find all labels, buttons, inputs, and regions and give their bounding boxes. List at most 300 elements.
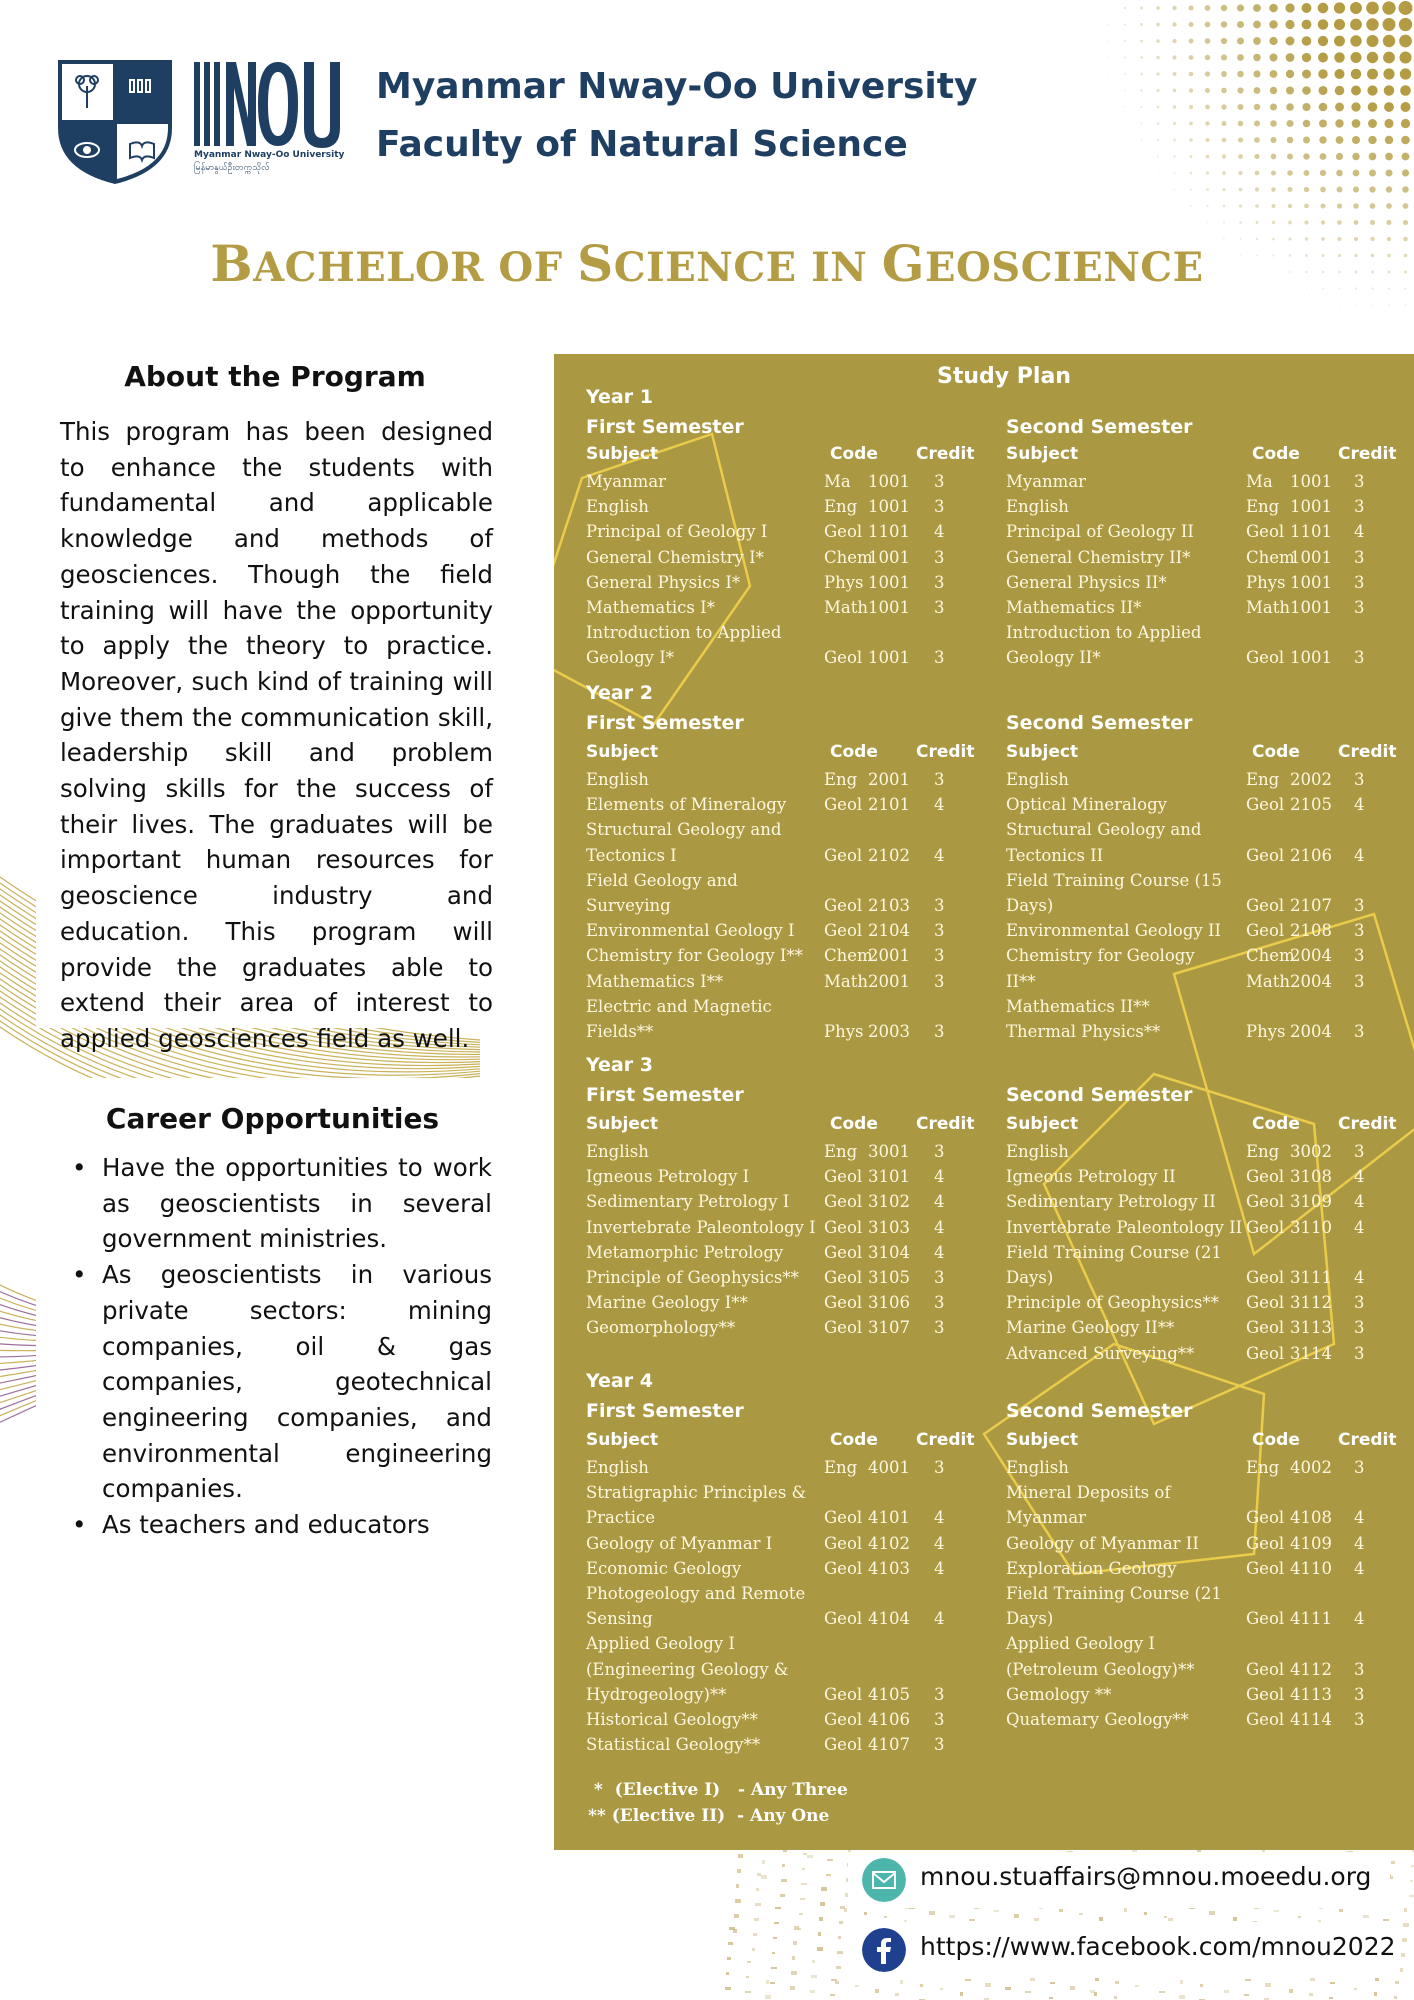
course-number: 4002	[1290, 1458, 1332, 1477]
course-credit: 3	[934, 1142, 945, 1161]
course-number: 1101	[868, 522, 910, 542]
course-number: 2101	[868, 795, 910, 815]
course-dept: Eng	[1246, 770, 1280, 789]
course-name: Applied Geology I	[1006, 1634, 1155, 1654]
course-dept: Phys	[824, 1022, 864, 1041]
course-number: 2105	[1290, 795, 1332, 815]
course-credit: 4	[934, 1508, 945, 1528]
course-number: 4107	[868, 1735, 910, 1755]
course-credit: 4	[934, 1533, 945, 1553]
course-dept: Geol	[824, 1735, 863, 1755]
course-dept: Geol	[824, 1293, 863, 1313]
course-dept: Geol	[1246, 1659, 1285, 1679]
course-name: Days)	[1006, 1268, 1054, 1287]
course-number: 4113	[1290, 1684, 1332, 1704]
course-dept: Eng	[824, 1142, 858, 1161]
course-dept: Geol	[824, 648, 863, 668]
course-credit: 4	[1354, 1167, 1365, 1187]
column-header-credit: Credit	[916, 1430, 975, 1450]
course-credit: 3	[934, 572, 945, 592]
course-name: Marine Geology II**	[1006, 1318, 1175, 1338]
course-dept: Math	[824, 971, 868, 991]
course-credit: 3	[1354, 1142, 1365, 1161]
semester-heading: First Semester	[586, 1084, 744, 1106]
course-credit: 3	[934, 1293, 945, 1313]
course-number: 2004	[1290, 946, 1332, 966]
course-number: 1001	[1290, 598, 1332, 617]
elective-note: * (Elective I) - Any Three	[588, 1780, 848, 1800]
course-name: Mathematics I**	[586, 971, 724, 991]
course-name: Advanced Surveying**	[1006, 1343, 1195, 1363]
course-name: (Engineering Geology &	[586, 1659, 789, 1679]
course-name: Days)	[1006, 896, 1054, 915]
column-header-code: Code	[1252, 1114, 1300, 1134]
column-header-subject: Subject	[586, 1430, 659, 1450]
course-credit: 4	[1354, 1192, 1365, 1212]
course-name: Field Training Course (15	[1006, 870, 1222, 890]
course-credit: 3	[934, 1458, 945, 1477]
course-number: 4102	[868, 1533, 910, 1553]
course-name: English	[1006, 497, 1069, 517]
course-dept: Geol	[824, 1684, 863, 1704]
column-header-credit: Credit	[1338, 444, 1397, 464]
course-dept: Geol	[824, 921, 863, 941]
course-number: 3105	[868, 1268, 910, 1287]
course-dept: Phys	[824, 572, 864, 592]
course-name: Introduction to Applied	[1006, 623, 1202, 643]
column-header-subject: Subject	[1006, 742, 1079, 762]
course-dept: Geol	[1246, 648, 1285, 668]
mnou-wordmark-logo	[192, 58, 347, 178]
column-header-code: Code	[830, 1430, 878, 1450]
column-header-code: Code	[1252, 444, 1300, 464]
column-header-credit: Credit	[916, 444, 975, 464]
logo-caption: Myanmar Nway-Oo University	[194, 150, 345, 160]
course-credit: 4	[1354, 522, 1365, 542]
column-header-code: Code	[830, 444, 878, 464]
course-number: 2108	[1290, 921, 1332, 941]
course-credit: 3	[1354, 946, 1365, 966]
column-header-code: Code	[1252, 742, 1300, 762]
course-dept: Geol	[1246, 1343, 1285, 1363]
course-dept: Geol	[1246, 921, 1285, 941]
course-number: 4001	[868, 1458, 910, 1477]
course-credit: 3	[1354, 1458, 1365, 1477]
year-heading: Year 1	[586, 386, 653, 408]
course-name: Tectonics II	[1006, 845, 1104, 865]
course-dept: Geol	[1246, 1217, 1285, 1237]
course-name: Exploration Geology	[1006, 1558, 1177, 1578]
career-item: • As teachers and educators	[60, 1507, 492, 1543]
course-number: 3114	[1290, 1343, 1332, 1363]
title-initial-g: G	[881, 234, 925, 293]
course-credit: 3	[934, 1022, 945, 1041]
course-name: II**	[1006, 971, 1036, 991]
course-credit: 3	[934, 770, 945, 789]
facebook-contact[interactable]	[848, 1922, 1396, 1978]
course-dept: Geol	[824, 1318, 863, 1338]
course-number: 2106	[1290, 845, 1332, 865]
course-dept: Geol	[824, 1167, 863, 1187]
course-name: Environmental Geology I	[586, 921, 795, 941]
course-dept: Phys	[1246, 572, 1286, 592]
course-dept: Geol	[1246, 1609, 1285, 1629]
course-name: Sedimentary Petrology II	[1006, 1192, 1216, 1212]
course-name: Metamorphic Petrology	[586, 1242, 784, 1262]
course-name: Tectonics I	[586, 845, 677, 865]
course-name: Geomorphology**	[586, 1318, 736, 1338]
course-dept: Chem	[1246, 946, 1295, 966]
course-name: Practice	[586, 1508, 655, 1528]
course-number: 1001	[1290, 547, 1332, 567]
course-dept: Ma	[1246, 472, 1273, 491]
course-number: 2104	[868, 921, 910, 941]
course-number: 4103	[868, 1558, 910, 1578]
course-credit: 4	[1354, 1217, 1365, 1237]
course-number: 2001	[868, 946, 910, 966]
column-header-credit: Credit	[1338, 1114, 1397, 1134]
course-name: Field Training Course (21	[1006, 1584, 1222, 1603]
semester-heading: Second Semester	[1006, 1084, 1193, 1106]
course-name: (Petroleum Geology)**	[1006, 1659, 1195, 1679]
course-name: Introduction to Applied	[586, 623, 782, 643]
course-dept: Math	[1246, 598, 1290, 617]
course-name: General Chemistry I*	[586, 547, 764, 567]
course-number: 4114	[1290, 1710, 1332, 1729]
course-name: Mineral Deposits of	[1006, 1483, 1171, 1503]
course-number: 1001	[1290, 572, 1332, 592]
course-number: 3111	[1290, 1268, 1332, 1287]
course-credit: 3	[934, 547, 945, 567]
course-name: English	[1006, 1458, 1069, 1477]
facebook-url[interactable]: https://www.facebook.com/mnou2022	[920, 1932, 1396, 1961]
course-number: 4108	[1290, 1508, 1332, 1528]
course-name: Quatemary Geology**	[1006, 1710, 1189, 1729]
email-icon	[862, 1858, 906, 1902]
course-number: 4106	[868, 1710, 910, 1729]
course-number: 2102	[868, 845, 910, 865]
course-name: Mathematics II*	[1006, 598, 1142, 617]
course-credit: 3	[934, 1268, 945, 1287]
course-credit: 3	[1354, 648, 1365, 668]
course-number: 3101	[868, 1167, 910, 1187]
year-heading: Year 2	[586, 682, 653, 704]
course-name: English	[586, 1142, 649, 1161]
course-number: 1001	[868, 497, 910, 517]
course-name: Surveying	[586, 896, 671, 915]
column-header-subject: Subject	[586, 444, 659, 464]
course-credit: 3	[1354, 1293, 1365, 1313]
course-name: Environmental Geology II	[1006, 921, 1221, 941]
course-number: 2002	[1290, 770, 1332, 789]
course-dept: Geol	[824, 845, 863, 865]
course-dept: Eng	[1246, 497, 1280, 517]
course-name: Structural Geology and	[1006, 820, 1202, 840]
facebook-icon	[862, 1928, 906, 1972]
course-number: 1001	[1290, 472, 1332, 491]
course-name: Igneous Petrology II	[1006, 1167, 1176, 1187]
university-header	[376, 58, 977, 174]
email-contact[interactable]	[848, 1852, 1390, 1908]
course-name: Structural Geology and	[586, 820, 782, 840]
course-name: General Physics II*	[1006, 572, 1167, 592]
course-dept: Geol	[1246, 1508, 1285, 1528]
course-dept: Geol	[1246, 1318, 1285, 1338]
course-number: 4105	[868, 1684, 910, 1704]
course-name: Historical Geology**	[586, 1710, 758, 1729]
course-dept: Geol	[1246, 1268, 1285, 1287]
course-dept: Geol	[824, 1192, 863, 1212]
course-number: 2004	[1290, 1022, 1332, 1041]
course-credit: 3	[934, 1684, 945, 1704]
university-name: Myanmar Nway-Oo University	[376, 66, 978, 107]
course-name: Stratigraphic Principles &	[586, 1483, 807, 1503]
course-name: Geology II*	[1006, 648, 1101, 668]
course-credit: 4	[1354, 1609, 1365, 1629]
course-credit: 3	[1354, 572, 1365, 592]
course-name: Geology of Myanmar II	[1006, 1533, 1199, 1553]
course-number: 3109	[1290, 1192, 1332, 1212]
course-credit: 3	[934, 1318, 945, 1338]
course-number: 3112	[1290, 1293, 1332, 1313]
course-name: Electric and Magnetic	[586, 996, 772, 1016]
study-plan-panel	[554, 354, 1414, 1850]
course-credit: 3	[934, 971, 945, 991]
column-header-subject: Subject	[1006, 444, 1079, 464]
course-dept: Geol	[824, 1710, 863, 1729]
course-number: 3113	[1290, 1318, 1332, 1338]
course-name: English	[586, 1458, 649, 1477]
course-name: Marine Geology I**	[586, 1293, 748, 1313]
column-header-code: Code	[1252, 1430, 1300, 1450]
course-dept: Geol	[1246, 1167, 1285, 1187]
course-name: Economic Geology	[586, 1558, 742, 1578]
course-number: 3104	[868, 1242, 910, 1262]
course-name: Igneous Petrology I	[586, 1167, 750, 1187]
title-part-1: ACHELOR OF	[253, 244, 578, 291]
course-name: Photogeology and Remote	[586, 1584, 806, 1603]
course-number: 2001	[868, 770, 910, 789]
course-credit: 3	[1354, 1684, 1365, 1704]
course-name: Applied Geology I	[586, 1634, 735, 1654]
course-dept: Geol	[1246, 1293, 1285, 1313]
course-name: Fields**	[586, 1022, 654, 1041]
course-name: Statistical Geology**	[586, 1735, 761, 1755]
course-name: Hydrogeology)**	[586, 1684, 727, 1704]
course-dept: Geol	[824, 1609, 863, 1629]
course-number: 3102	[868, 1192, 910, 1212]
course-credit: 3	[1354, 497, 1365, 517]
course-name: Days)	[1006, 1609, 1054, 1629]
course-credit: 4	[1354, 795, 1365, 815]
course-credit: 4	[1354, 1533, 1365, 1553]
course-name: Mathematics II**	[1006, 996, 1150, 1016]
course-credit: 3	[1354, 1318, 1365, 1338]
course-credit: 4	[1354, 1558, 1365, 1578]
title-initial-s: S	[577, 234, 614, 293]
course-name: Mathematics I*	[586, 598, 715, 617]
course-credit: 3	[1354, 472, 1365, 491]
course-credit: 4	[934, 1242, 945, 1262]
course-credit: 3	[1354, 1022, 1365, 1041]
course-dept: Chem	[824, 547, 873, 567]
column-header-code: Code	[830, 1114, 878, 1134]
course-number: 4104	[868, 1609, 910, 1629]
course-credit: 3	[934, 497, 945, 517]
course-name: Optical Mineralogy	[1006, 795, 1167, 815]
course-name: Thermal Physics**	[1006, 1022, 1161, 1041]
course-credit: 4	[1354, 1508, 1365, 1528]
course-credit: 4	[934, 1217, 945, 1237]
course-dept: Geol	[1246, 1192, 1285, 1212]
course-name: Field Geology and	[586, 870, 738, 890]
course-credit: 3	[1354, 547, 1365, 567]
elective-note: ** (Elective II) - Any One	[588, 1806, 830, 1826]
faculty-name: Faculty of Natural Science	[376, 124, 908, 165]
semester-heading: First Semester	[586, 712, 744, 734]
course-name: General Chemistry II*	[1006, 547, 1191, 567]
email-address[interactable]: mnou.stuaffairs@mnou.moeedu.org	[920, 1862, 1372, 1891]
course-number: 1001	[868, 598, 910, 617]
course-number: 4101	[868, 1508, 910, 1528]
course-dept: Geol	[1246, 896, 1285, 915]
title-initial-b: B	[210, 234, 254, 293]
course-dept: Geol	[824, 522, 863, 542]
course-credit: 4	[1354, 845, 1365, 865]
course-number: 1001	[1290, 648, 1332, 668]
course-name: English	[1006, 1142, 1069, 1161]
course-dept: Geol	[824, 1268, 863, 1287]
column-header-subject: Subject	[1006, 1430, 1079, 1450]
course-name: Principle of Geophysics**	[586, 1268, 799, 1287]
course-dept: Eng	[824, 497, 858, 517]
course-dept: Ma	[824, 472, 851, 491]
semester-heading: Second Semester	[1006, 1400, 1193, 1422]
course-number: 2103	[868, 896, 910, 915]
course-name: Sedimentary Petrology I	[586, 1192, 790, 1212]
course-credit: 3	[934, 648, 945, 668]
course-credit: 3	[1354, 770, 1365, 789]
course-name: English	[586, 497, 649, 517]
course-number: 1001	[1290, 497, 1332, 517]
career-item: • As geoscientists in various private sectors: mining companies, oil & gas companies, geotechnical engineering companies, and environmental engineering companies.	[60, 1257, 492, 1507]
course-dept: Eng	[1246, 1458, 1280, 1477]
course-name: Gemology **	[1006, 1684, 1112, 1704]
course-number: 1001	[868, 648, 910, 668]
course-number: 4111	[1290, 1609, 1332, 1629]
career-heading: Career Opportunities	[105, 1102, 440, 1135]
course-dept: Geol	[824, 1558, 863, 1578]
course-dept: Geol	[824, 1508, 863, 1528]
course-credit: 3	[1354, 1343, 1365, 1363]
course-credit: 4	[934, 795, 945, 815]
about-text: This program has been designed to enhance the students with fundamental and applicable knowledge and methods of geosciences. Though the field training will have the opportunity to apply the theory to practice. Moreover, such kind of training will give them the communication skill, leadership skill and problem solving skills for the success of their lives. The graduates will be important human resources for geoscience industry and education. This program will provide the graduates able to extend their area of interest to applied geosciences field as well.	[60, 417, 493, 1053]
course-credit: 3	[1354, 896, 1365, 915]
course-credit: 3	[934, 472, 945, 491]
course-dept: Geol	[1246, 1558, 1285, 1578]
column-header-credit: Credit	[916, 742, 975, 762]
column-header-subject: Subject	[1006, 1114, 1079, 1134]
program-title	[0, 234, 1414, 293]
course-credit: 4	[934, 845, 945, 865]
course-number: 2003	[868, 1022, 910, 1041]
course-name: Principle of Geophysics**	[1006, 1293, 1219, 1313]
course-credit: 4	[934, 1558, 945, 1578]
course-name: English	[1006, 770, 1069, 789]
course-name: Elements of Mineralogy	[586, 795, 787, 815]
year-heading: Year 3	[586, 1054, 653, 1076]
career-item: • Have the opportunities to work as geoscientists in several government ministries.	[60, 1150, 492, 1257]
course-credit: 3	[1354, 598, 1365, 617]
course-name: Chemistry for Geology I**	[586, 946, 803, 966]
logo-caption-myanmar: မြန်မာနွယ်ဦးတက္ကသိုလ်	[194, 163, 270, 173]
course-name: Myanmar	[1006, 472, 1087, 491]
course-number: 4112	[1290, 1659, 1332, 1679]
course-name: Invertebrate Paleontology II	[1006, 1217, 1243, 1237]
course-number: 4110	[1290, 1558, 1332, 1578]
column-header-subject: Subject	[586, 742, 659, 762]
title-part-3: EOSCIENCE	[924, 244, 1204, 291]
course-credit: 4	[934, 522, 945, 542]
course-credit: 4	[934, 1192, 945, 1212]
course-dept: Eng	[824, 770, 858, 789]
course-dept: Phys	[1246, 1022, 1286, 1041]
course-number: 3106	[868, 1293, 910, 1313]
course-credit: 3	[934, 598, 945, 617]
course-name: Principal of Geology II	[1006, 522, 1194, 542]
course-name: Chemistry for Geology	[1006, 946, 1195, 966]
course-credit: 3	[934, 1735, 945, 1755]
course-dept: Geol	[1246, 845, 1285, 865]
title-part-2: CIENCE IN	[613, 244, 882, 291]
course-number: 4109	[1290, 1533, 1332, 1553]
course-name: Myanmar	[586, 472, 667, 491]
course-number: 3108	[1290, 1167, 1332, 1187]
course-dept: Eng	[824, 1458, 858, 1477]
course-name: Field Training Course (21	[1006, 1242, 1222, 1262]
course-name: Myanmar	[1006, 1508, 1087, 1528]
course-dept: Geol	[1246, 522, 1285, 542]
column-header-credit: Credit	[1338, 1430, 1397, 1450]
course-credit: 3	[934, 946, 945, 966]
course-name: Geology of Myanmar I	[586, 1533, 773, 1553]
course-number: 3103	[868, 1217, 910, 1237]
column-header-credit: Credit	[916, 1114, 975, 1134]
course-dept: Chem	[824, 946, 873, 966]
course-name: Invertebrate Paleontology I	[586, 1217, 816, 1237]
course-credit: 3	[1354, 921, 1365, 941]
course-name: General Physics I*	[586, 572, 741, 592]
course-number: 3001	[868, 1142, 910, 1161]
column-header-code: Code	[830, 742, 878, 762]
course-credit: 3	[1354, 971, 1365, 991]
course-number: 3107	[868, 1318, 910, 1338]
course-credit: 4	[934, 1609, 945, 1629]
semester-heading: First Semester	[586, 1400, 744, 1422]
course-number: 2001	[868, 971, 910, 991]
course-number: 2004	[1290, 971, 1332, 991]
course-number: 1101	[1290, 522, 1332, 542]
course-number: 1001	[868, 472, 910, 491]
study-plan-title: Study Plan	[937, 364, 1071, 389]
course-dept: Geol	[824, 1533, 863, 1553]
course-dept: Geol	[1246, 1684, 1285, 1704]
course-number: 1001	[868, 572, 910, 592]
course-dept: Geol	[824, 795, 863, 815]
university-shield-logo	[56, 58, 174, 186]
course-number: 3110	[1290, 1217, 1332, 1237]
course-number: 1001	[868, 547, 910, 567]
